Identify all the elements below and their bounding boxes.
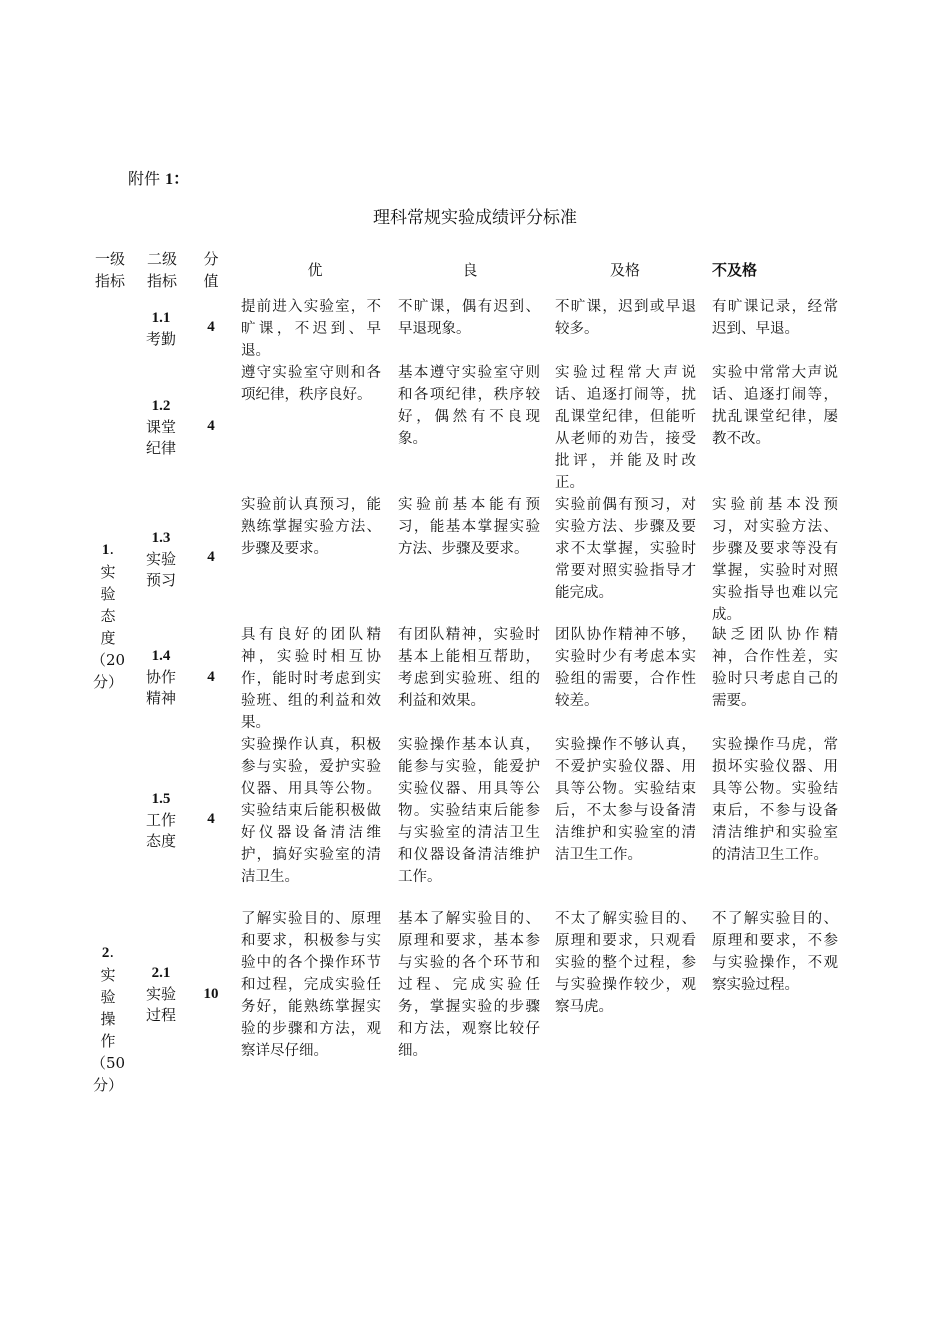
level2-indicator xyxy=(131,528,191,591)
score-value: 4 xyxy=(207,811,215,827)
level2-indicator xyxy=(131,308,191,350)
level2-name: 实验 过程 xyxy=(145,985,176,1024)
criteria-good: 基本了解实验目的、原理和要求，基本参与实验的各个环节和过程、完成实验任务，掌握实验的步骤和方法，观察比较仔细。 xyxy=(398,911,540,1059)
level1-number: 2 xyxy=(101,945,110,961)
level1-label: . 实 验 态 度 （20 分） xyxy=(90,540,126,691)
level2-name: 考勤 xyxy=(145,330,176,348)
level2-indicator xyxy=(131,963,191,1026)
level2-number: 1.3 xyxy=(151,530,171,546)
level2-indicator xyxy=(131,646,191,709)
criteria-excellent: 具有良好的团队精神，实验时相互协作，能时时考虑到实验班、组的利益和效果。 xyxy=(241,627,381,731)
level2-indicator xyxy=(131,396,191,459)
criteria-excellent: 遵守实验室守则和各项纪律，秩序良好。 xyxy=(241,365,381,403)
level2-indicator xyxy=(131,789,191,852)
col-header-excellent: 优 xyxy=(307,261,323,279)
col-header-score: 分 值 xyxy=(203,250,219,290)
criteria-excellent: 实验前认真预习，能熟练掌握实验方法、步骤及要求。 xyxy=(241,497,381,557)
score-value: 4 xyxy=(207,549,215,565)
level2-number: 1.4 xyxy=(151,648,171,664)
criteria-good: 不旷课，偶有迟到、早退现象。 xyxy=(398,299,540,337)
level2-name: 实验 预习 xyxy=(145,550,176,589)
col-header-fail: 不及格 xyxy=(712,261,758,279)
criteria-pass: 实验前偶有预习，对实验方法、步骤及要求不太掌握，实验时常要对照实验指导才能完成。 xyxy=(555,497,696,601)
level2-name: 工作 态度 xyxy=(145,811,176,850)
criteria-pass: 实验操作不够认真，不爱护实验仪器、用具等公物。实验结束后，不太参与设备清洁维护和实验室的清洁卫生工作。 xyxy=(555,737,696,863)
score-value: 4 xyxy=(207,319,215,335)
level2-name: 协作 精神 xyxy=(145,668,176,707)
attachment-label xyxy=(128,166,189,189)
criteria-excellent: 提前进入实验室，不旷课，不迟到、早退。 xyxy=(241,299,381,359)
criteria-good: 基本遵守实验室守则和各项纪律，秩序较好，偶然有不良现象。 xyxy=(398,365,540,447)
attachment-number: 1： xyxy=(165,171,190,188)
criteria-excellent: 了解实验目的、原理和要求，积极参与实验中的各个操作环节和过程，完成实验任务好，能熟练掌握实验的步骤和方法，观察详尽仔细。 xyxy=(241,911,381,1059)
level1-indicator xyxy=(88,516,128,693)
level2-number: 1.5 xyxy=(151,791,171,807)
criteria-fail: 实验中常常大声说话、追逐打闹等，扰乱课堂纪律，屡教不改。 xyxy=(712,365,838,447)
criteria-fail: 实验操作马虎，常损坏实验仪器、用具等公物。实验结束后，不参与设备清洁维护和实验室的清洁卫生工作。 xyxy=(712,737,838,863)
level1-indicator xyxy=(88,919,128,1096)
criteria-pass: 不旷课，迟到或早退较多。 xyxy=(555,299,696,337)
criteria-fail: 缺乏团队协作精神，合作性差，实验时只考虑自己的需要。 xyxy=(712,627,838,709)
criteria-good: 实验操作基本认真，能参与实验，能爱护实验仪器、用具等公物。实验结束后能参与实验室的清洁卫生和仪器设备清洁维护工作。 xyxy=(398,737,540,885)
level2-name: 课堂 纪律 xyxy=(145,418,176,457)
col-header-good: 良 xyxy=(462,261,478,279)
level1-label: . 实 验 操 作 （50 分） xyxy=(90,943,126,1094)
score-value: 10 xyxy=(203,986,219,1002)
score-value: 4 xyxy=(207,669,215,685)
col-header-level1: 一级 指标 xyxy=(94,250,125,290)
criteria-good: 实验前基本能有预习，能基本掌握实验方法、步骤及要求。 xyxy=(398,497,540,557)
criteria-fail: 实验前基本没预习，对实验方法、步骤及要求等没有掌握，实验时对照实验指导也难以完成。 xyxy=(712,497,838,623)
col-header-level2: 二级 指标 xyxy=(146,250,177,290)
criteria-fail: 有旷课记录，经常迟到、早退。 xyxy=(712,299,838,337)
criteria-pass: 不太了解实验目的、原理和要求，只观看实验的整个过程，参与实验操作较少，观察马虎。 xyxy=(555,911,696,1015)
level2-number: 1.1 xyxy=(151,310,171,326)
attachment-prefix: 附件 xyxy=(128,169,161,188)
criteria-pass: 团队协作精神不够，实验时少有考虑本实验组的需要，合作性较差。 xyxy=(555,627,696,709)
criteria-pass: 实验过程常大声说话、追逐打闹等，扰乱课堂纪律，但能听从老师的劝告，接受批评，并能及时改正。 xyxy=(555,365,696,491)
criteria-excellent: 实验操作认真，积极参与实验，爱护实验仪器、用具等公物。实验结束后能积极做好仪器设备清洁维护，搞好实验室的清洁卫生。 xyxy=(241,737,381,885)
score-value: 4 xyxy=(207,418,215,434)
criteria-fail: 不了解实验目的、原理和要求，不参与实验操作，不观察实验过程。 xyxy=(712,911,838,993)
level2-number: 1.2 xyxy=(151,398,171,414)
col-header-pass: 及格 xyxy=(609,261,640,279)
level2-number: 2.1 xyxy=(151,965,171,981)
level1-number: 1 xyxy=(101,542,110,558)
page-title: 理科常规实验成绩评分标准 xyxy=(373,208,577,228)
criteria-good: 有团队精神，实验时基本上能相互帮助，考虑到实验班、组的利益和效果。 xyxy=(398,627,540,709)
